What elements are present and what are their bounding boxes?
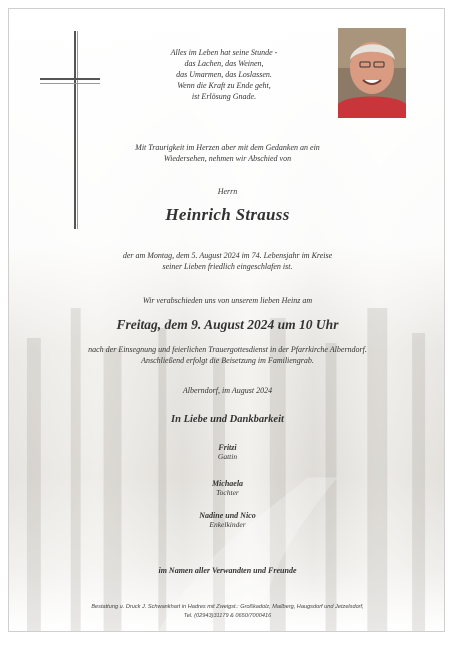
footer-line: Bestattung u. Druck J. Schwankhart in Hadres mit Zweigst.: Großkadolz, Mailberg, Haugsdorf und Jetzelsdorf,	[91, 604, 364, 610]
footer-imprint	[9, 603, 445, 621]
cross-bar	[40, 78, 100, 80]
thanks-heading: In Liebe und Dankbarkeit	[171, 414, 284, 425]
death-notice-line: der am Montag, dem 5. August 2024 im 74. Lebensjahr im Kreise	[122, 251, 333, 260]
poem-line: das Lachen, das Weinen,	[184, 59, 264, 68]
salutation: Herrn	[217, 187, 238, 196]
mourner-name: Fritzi	[218, 443, 237, 452]
intro-line: Mit Traurigkeit im Herzen aber mit dem Gedanken an ein	[135, 143, 320, 152]
intro-text	[9, 142, 445, 164]
mourner-relation: Enkelkinder	[209, 520, 246, 529]
ceremony-text	[9, 344, 445, 366]
mourner-relation: Tochter	[216, 488, 239, 497]
farewell-intro: Wir verabschieden uns von unserem lieben Heinz am	[142, 296, 313, 305]
mourner-name: Nadine und Nico	[199, 511, 256, 520]
mourner-relation: Gattin	[217, 452, 238, 461]
poem-line: Alles im Leben hat seine Stunde -	[170, 48, 278, 57]
mourner	[9, 443, 445, 461]
intro-line: Wiedersehen, nehmen wir Abschied von	[163, 154, 292, 163]
death-notice-line: seiner Lieben friedlich eingeschlafen ist.	[162, 262, 293, 271]
cross-icon	[74, 31, 76, 229]
family-line: im Namen aller Verwandten und Freunde	[158, 566, 297, 575]
ceremony-line: Anschließend erfolgt die Beisetzung im Familiengrab.	[141, 356, 314, 365]
mourner	[9, 479, 445, 497]
funeral-date: Freitag, dem 9. August 2024 um 10 Uhr	[116, 317, 339, 332]
portrait-photo	[338, 28, 406, 118]
poem-line: ist Erlösung Gnade.	[191, 92, 257, 101]
mourner-name: Michaela	[211, 479, 244, 488]
mourner	[9, 511, 445, 529]
poem	[104, 47, 344, 102]
deceased-name: Heinrich Strauss	[165, 205, 290, 224]
footer-line: Tel. (02943)31179 & 0650/7000416	[183, 613, 272, 619]
place-date: Alberndorf, im August 2024	[182, 386, 273, 395]
ceremony-line: nach der Einsegnung und feierlichen Trauergottesdienst in der Pfarrkirche Alberndorf.	[88, 345, 367, 354]
cross-bar-shadow	[40, 83, 100, 84]
obituary-card	[8, 8, 445, 632]
cross-shadow	[77, 31, 78, 229]
poem-line: das Umarmen, das Loslassen.	[176, 70, 272, 79]
poem-line: Wenn die Kraft zu Ende geht,	[177, 81, 271, 90]
death-notice	[9, 250, 445, 272]
